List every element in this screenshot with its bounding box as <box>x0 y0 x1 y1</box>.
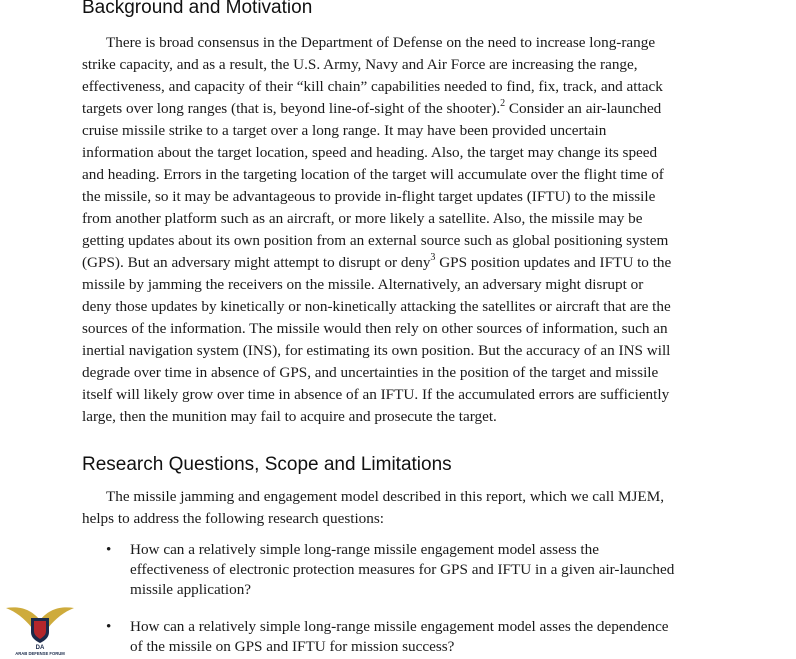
text-fragment: Consider an air-launched <box>505 100 662 117</box>
watermark-caption: ARAB DEFENSE FORUM <box>15 651 65 656</box>
text-line: missile by jamming the receivers on the missile. Alternatively, an adversary might disrupt or <box>82 276 644 293</box>
text-line: helps to address the following research questions: <box>82 510 384 527</box>
text-line: sources of the information. The missile would then rely on other sources of information, such an <box>82 320 668 337</box>
text-fragment: GPS position updates and IFTU to the <box>435 254 672 271</box>
text-line: inertial navigation system (INS), for estimating its own position. But the accuracy of an INS will <box>82 342 671 359</box>
text-line: missile application? <box>130 581 252 598</box>
text-line: itself will likely grow over time in absence of an IFTU. If the accumulated errors are sufficiently <box>82 386 670 403</box>
watermark-initials: DA <box>35 645 45 651</box>
text-line: The missile jamming and engagement model described in this report, which we call MJEM, <box>106 488 665 505</box>
text-line: effectiveness, and capacity of their “kill chain” capabilities needed to find, fix, track, and attack <box>82 78 663 95</box>
list-item <box>82 540 674 600</box>
text-line: How can a relatively simple long-range missile engagement model asses the dependence <box>130 618 669 635</box>
bullet-icon: • <box>106 541 112 558</box>
text-line: There is broad consensus in the Department of Defense on the need to increase long-range <box>106 34 656 51</box>
text-fragment: targets over long ranges (that is, beyond line-of-sight of the shooter). <box>82 100 501 117</box>
text-line: cruise missile strike to a target over a long range. It may have been provided uncertain <box>82 122 607 139</box>
paragraph-research-intro <box>82 486 664 530</box>
section-heading-research-questions: Research Questions, Scope and Limitations <box>82 454 452 475</box>
text-line: of the missile on GPS and IFTU for mission success? <box>130 638 455 655</box>
text-line: getting updates about its own position from an external source such as global positioning system <box>82 232 669 249</box>
text-line: and heading. Errors in the targeting location of the target will accumulate over the flight time of <box>82 166 664 183</box>
section-heading-background: Background and Motivation <box>82 0 313 18</box>
text-line: effectiveness of electronic protection measures for GPS and IFTU in a given air-launched <box>130 561 675 578</box>
footnote-marker-3[interactable]: 3 <box>430 251 436 263</box>
text-line: information about the target location, speed and heading. Also, the target may change its speed <box>82 144 658 161</box>
text-line: large, then the munition may fail to acquire and prosecute the target. <box>82 408 497 425</box>
arab-defense-forum-watermark-logo <box>4 598 76 658</box>
text-line: degrade over time in absence of GPS, and uncertainties in the position of the target and missile <box>82 364 659 381</box>
text-line: strike capacity, and as a result, the U.S. Army, Navy and Air Force are increasing the range, <box>82 56 638 73</box>
text-line: from another platform such as an aircraft, or more likely a satellite. Also, the missile may be <box>82 210 643 227</box>
paragraph-background <box>82 32 671 428</box>
text-line-with-footnote <box>82 252 671 274</box>
text-line: the missile, so it may be advantageous to provide in-flight target updates (IFTU) to the missile <box>82 188 656 205</box>
list-item <box>82 617 674 657</box>
eagle-emblem-icon <box>4 598 76 658</box>
text-fragment: (GPS). But an adversary might attempt to disrupt or deny <box>82 254 431 271</box>
bullet-icon: • <box>106 618 112 635</box>
text-line: How can a relatively simple long-range missile engagement model assess the <box>130 541 599 558</box>
text-line: deny those updates by kinetically or non-kinetically attacking the satellites or aircraft that are the <box>82 298 671 315</box>
text-line-with-footnote <box>82 98 671 120</box>
footnote-marker-2[interactable]: 2 <box>500 97 506 109</box>
research-questions-list <box>82 540 674 657</box>
